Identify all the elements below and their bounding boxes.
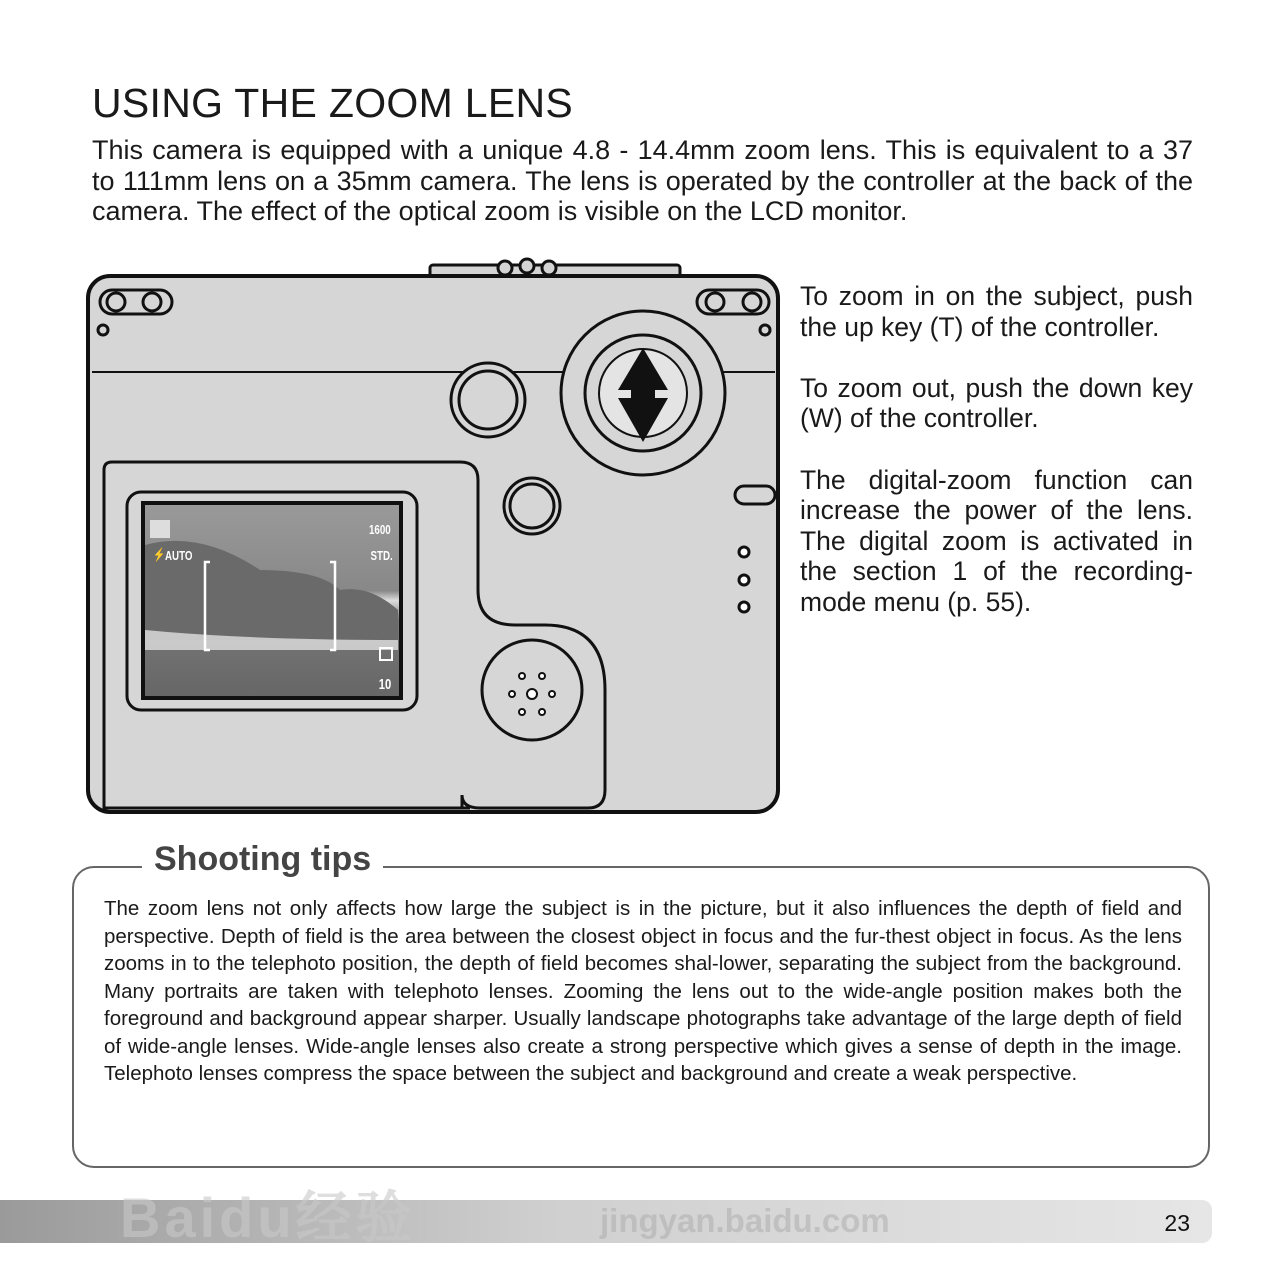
baidu-watermark: Baidu经验 — [120, 1186, 416, 1249]
lcd-resolution: 1600 — [369, 522, 391, 537]
intro-paragraph: This camera is equipped with a unique 4.8 - 14.4mm zoom lens. This is equivalent to a 37 to 111mm lens on a 35mm camera. The lens is operated by the controller at the back of the camera. The effect of the optical zoom is visible on the LCD monitor. — [92, 135, 1193, 226]
zoom-in-instruction: To zoom in on the subject, push the up key (T) of the controller. — [800, 281, 1193, 342]
zoom-out-instruction: To zoom out, push the down key (W) of the controller. — [800, 372, 1193, 434]
shooting-tips-heading: Shooting tips — [142, 840, 383, 879]
page-number: 23 — [1164, 1210, 1190, 1236]
digital-zoom-note: The digital-zoom function can increase the power of the lens. The digital zoom is activated in the section 1 of the recording-mode menu (p. 55). — [800, 464, 1193, 617]
lcd-frames-remaining: 10 — [378, 676, 392, 693]
flash-icon: ⚡ — [153, 547, 166, 562]
baidu-watermark-url: jingyan.baidu.com — [600, 1202, 890, 1239]
shooting-tips-body: The zoom lens not only affects how large the subject is in the picture, but it also influences the depth of field and perspective. Depth of field is the area between the closest object in focus and the fur-thest object in focus. As the lens zooms in to the telephoto position, the depth of field becomes shal-lower, separating the subject from the background. Many portraits are taken with telephoto lenses. Zooming the lens out to the wide-angle position makes both the foreground and background appear sharper. Usually landscape photographs take advantage of the large depth of field of wide-angle lenses. Wide-angle lenses also create a strong perspective which gives a sense of depth in the image. Telephoto lenses compress the space between the subject and background and create a weak perspective. — [104, 897, 1182, 1085]
lcd-flash-mode: AUTO — [165, 548, 193, 563]
zoom-instructions — [800, 281, 1193, 648]
page-title: USING THE ZOOM LENS — [92, 80, 574, 126]
lcd-quality: STD. — [370, 548, 393, 563]
